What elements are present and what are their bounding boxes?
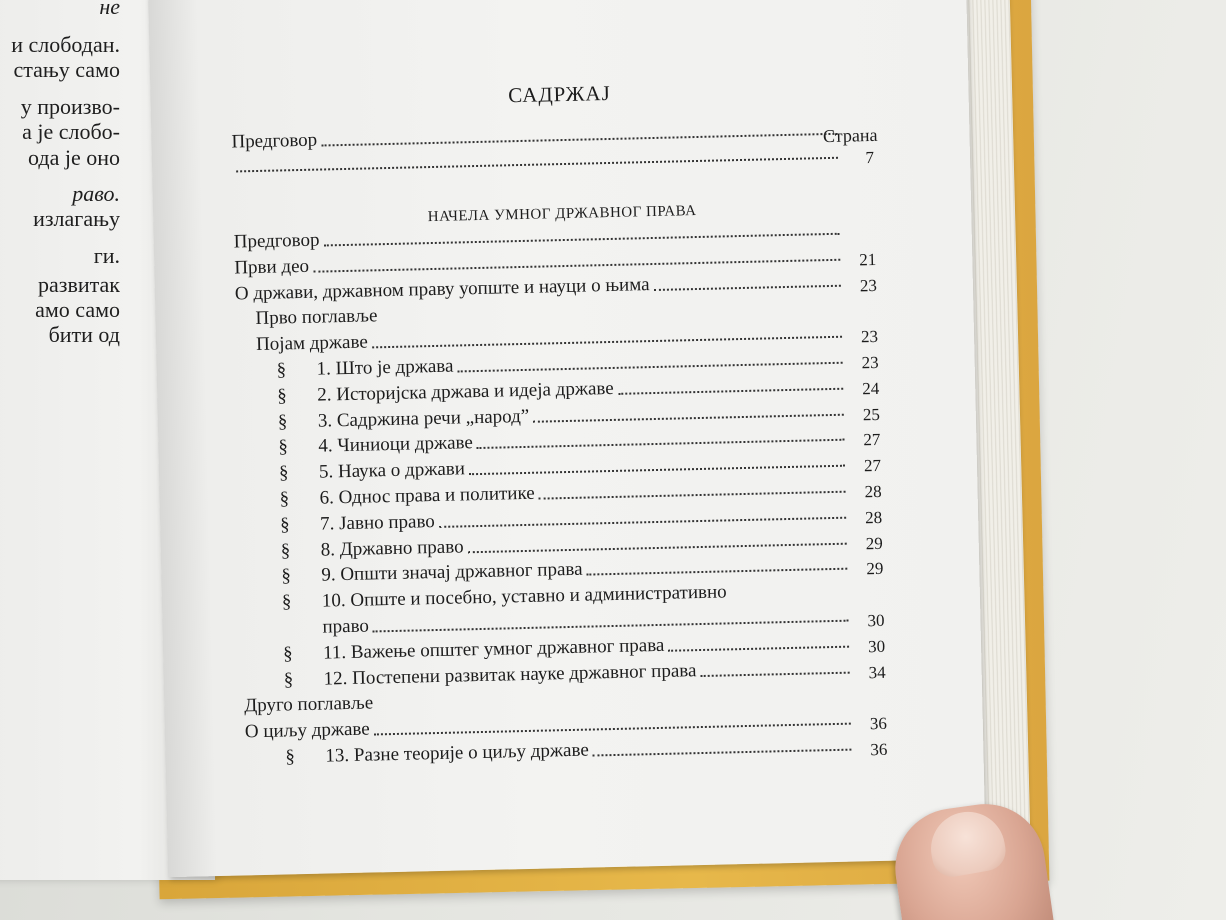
toc-entry-label: 11. Важење општег умног државног права — [322, 634, 665, 664]
toc-page-number: 30 — [867, 636, 886, 657]
toc-entry-label: Појам државе — [255, 331, 369, 356]
section-sign: § — [277, 385, 287, 407]
left-page-line: стању само — [13, 57, 120, 82]
toc-page-number: 28 — [864, 481, 882, 502]
toc-page-number: 25 — [862, 404, 881, 425]
left-page-line: излагању — [33, 206, 120, 231]
section-sign: § — [278, 436, 289, 458]
left-page-line: а је слобо- — [22, 119, 120, 144]
toc-entry-label: 4. Чиниоци државе — [318, 432, 474, 457]
page-column-label: Страна — [822, 124, 878, 147]
section-sign: § — [282, 643, 293, 665]
left-page-line: и слободан. — [11, 32, 120, 57]
toc-page-number: 24 — [862, 378, 880, 399]
toc-entry-label: 13. Разне теорије о циљу државе — [325, 739, 590, 767]
section-sign: § — [283, 669, 294, 691]
toc-entry-label: 3. Садржина речи „народ” — [317, 405, 530, 432]
toc-page-number: 36 — [870, 739, 888, 760]
section-sign: § — [278, 462, 289, 484]
left-page-line: развитак — [38, 272, 120, 297]
toc-page-number: 27 — [863, 455, 882, 476]
left-page-line: не — [99, 0, 120, 19]
left-page-line: раво. — [72, 181, 120, 206]
toc-page-number: 29 — [865, 533, 883, 554]
toc-entry-label: право — [322, 615, 370, 638]
toc-entry-label: 6. Однос права и политике — [319, 482, 535, 509]
leader-dots — [587, 568, 848, 576]
toc-page-number: 23 — [859, 275, 878, 296]
toc-page-number: 23 — [861, 352, 879, 373]
toc-entry-label: Друго поглавље — [244, 692, 374, 717]
leader-dots — [654, 285, 841, 291]
toc-page-number: 27 — [863, 429, 881, 450]
toc-page-number: 29 — [866, 558, 884, 579]
left-page-line: у произво- — [20, 94, 120, 119]
left-page-line: амо само — [35, 297, 120, 322]
toc-entry-label: Прво поглавље — [255, 305, 378, 330]
leader-dots — [701, 672, 850, 677]
toc-entry-label: 7. Јавно право — [319, 511, 436, 535]
toc-subtitle: НАЧЕЛА УМНОГ ДРЖАВНОГ ПРАВА — [427, 203, 697, 226]
toc-entry-label: Предговор — [231, 129, 318, 153]
toc-page-number: 36 — [869, 713, 888, 734]
toc-page-number: 28 — [864, 507, 883, 528]
section-sign: § — [280, 540, 291, 562]
toc-entry-label: 2. Историјска држава и идеја државе — [316, 377, 614, 406]
toc-entry-label: О циљу државе — [244, 718, 370, 743]
section-sign: § — [285, 746, 296, 768]
toc-page-number: 34 — [868, 662, 886, 683]
left-page-line: ода је оно — [28, 145, 120, 170]
toc-entry-label: 10. Опште и посебно, уставно и административно — [321, 581, 727, 612]
toc-entry-label: 1. Што је држава — [316, 355, 454, 380]
leader-dots — [618, 388, 843, 395]
toc-page-number: 7 — [865, 147, 875, 168]
toc-entry-label: 12. Постепени развитак науке државног права — [323, 660, 697, 690]
toc-entry-label: О држави, државном праву уопште и науци о њима — [234, 274, 650, 305]
leader-dots — [731, 596, 848, 599]
toc-page-number: 30 — [867, 610, 885, 631]
toc-entry-label: Први део — [234, 255, 310, 279]
leader-dots — [236, 157, 838, 173]
section-sign: § — [279, 488, 290, 510]
toc-page-number: 21 — [859, 249, 877, 270]
right-page — [148, 0, 986, 877]
toc-page-number: 23 — [860, 326, 879, 347]
section-sign: § — [279, 514, 290, 536]
section-sign: § — [281, 565, 292, 587]
leader-dots — [668, 646, 849, 652]
table-of-contents — [148, 0, 986, 877]
section-sign: § — [277, 411, 288, 433]
section-sign: § — [281, 591, 292, 613]
toc-entry-label: 5. Наука о држави — [318, 458, 466, 483]
left-page-line: бити од — [48, 322, 120, 347]
section-sign: § — [276, 359, 287, 381]
leader-dots — [593, 749, 852, 757]
left-page-line: ги. — [93, 243, 120, 268]
toc-entry-label: 9. Општи значај државног права — [321, 558, 583, 586]
toc-entry-label: 8. Државно право — [320, 536, 464, 561]
toc-entry-label: Предговор — [233, 229, 320, 253]
toc-title: САДРЖАЈ — [507, 80, 611, 108]
